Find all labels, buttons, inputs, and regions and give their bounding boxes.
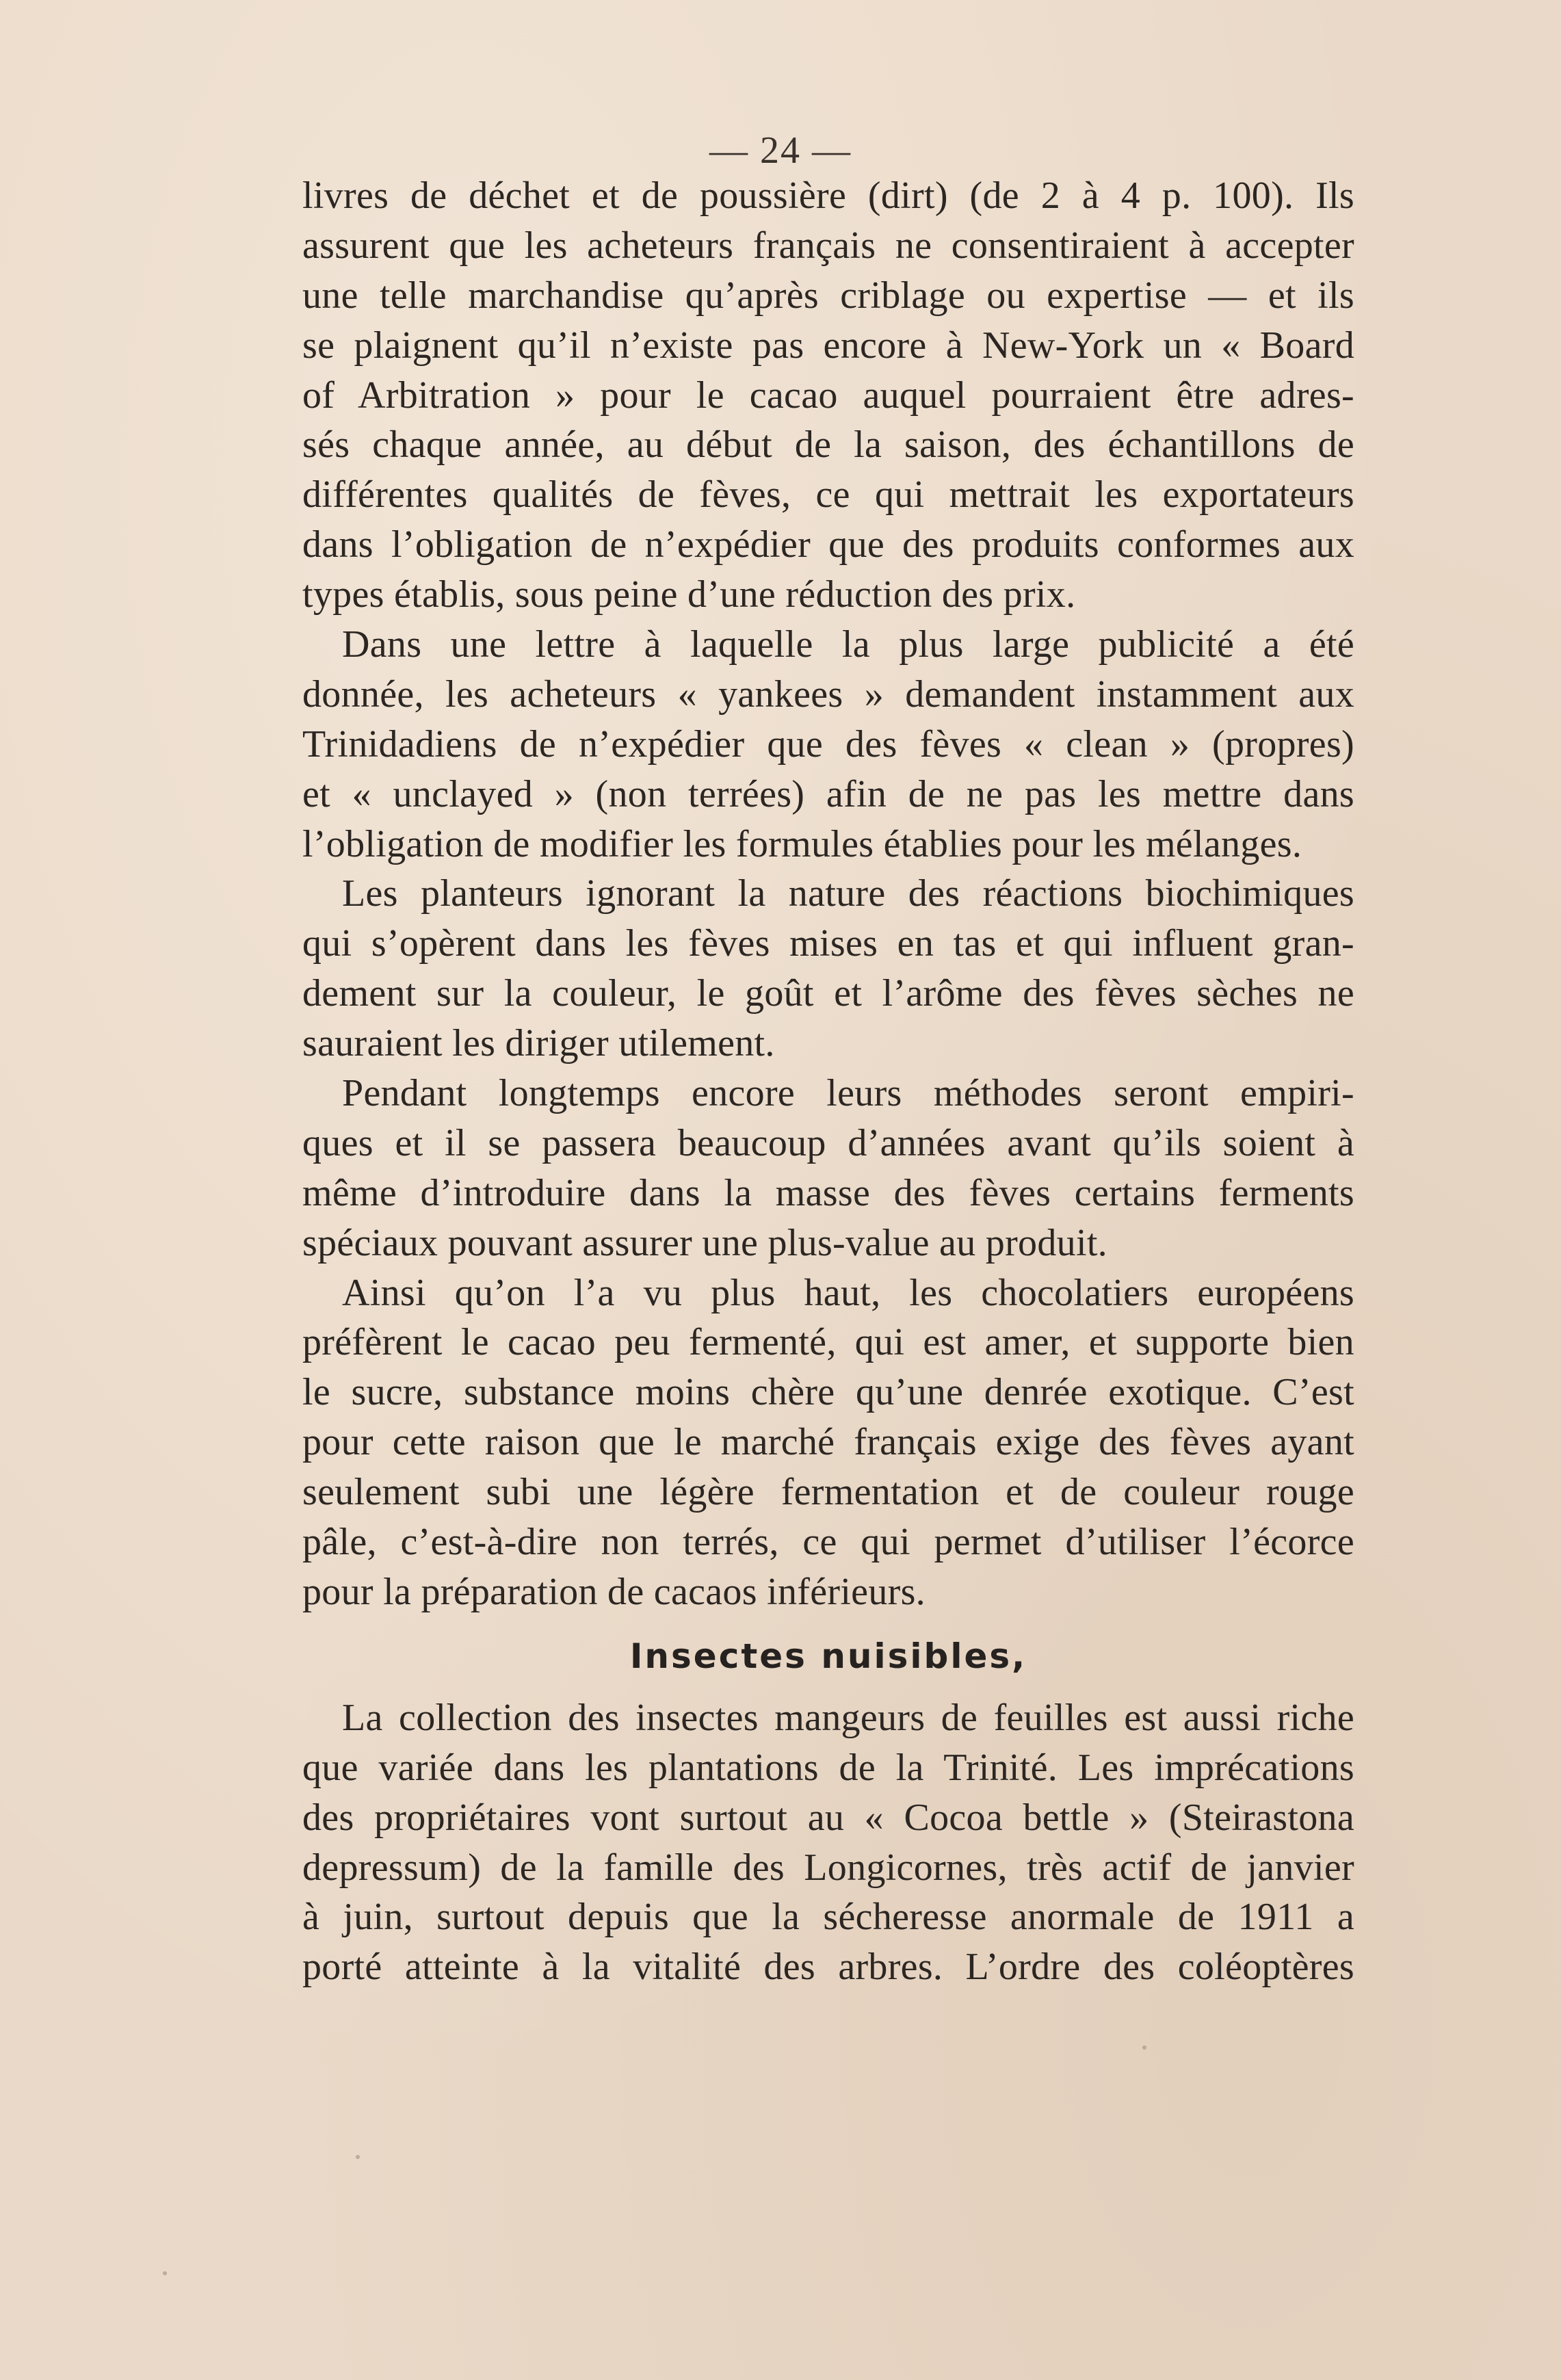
text-line: spéciaux pouvant assurer une plus-value au produit. <box>302 1221 1107 1264</box>
section-heading: Insectes nuisibles, <box>629 1636 1027 1676</box>
text-line: le sucre, substance moins chère qu’une denrée exotique. C’est <box>302 1371 1354 1414</box>
text-line: depressum) de la famille des Longicornes, très actif de janvier <box>302 1846 1354 1889</box>
paragraph-yankee-buyers <box>302 620 1354 869</box>
text-line: pour la préparation de cacaos inférieurs. <box>302 1570 926 1613</box>
text-line: of Arbitration » pour le cacao auquel pourraient être adres- <box>302 374 1354 417</box>
paragraph-planters <box>302 869 1354 1069</box>
text-line: Pendant longtemps encore leurs méthodes seront empiri- <box>342 1072 1354 1115</box>
paragraph-insects <box>302 1693 1354 1992</box>
text-line: dement sur la couleur, le goût et l’arôme des fèves sèches ne <box>302 972 1354 1015</box>
paragraph-dirt-arbitration <box>302 171 1354 620</box>
text-line: porté atteinte à la vitalité des arbres. L’ordre des coléoptères <box>302 1946 1354 1989</box>
text-line: ques et il se passera beaucoup d’années avant qu’ils soient à <box>302 1121 1354 1164</box>
text-line: sauraient les diriger utilement. <box>302 1022 775 1065</box>
text-line: Les planteurs ignorant la nature des réactions biochimiques <box>342 872 1354 915</box>
text-line: préfèrent le cacao peu fermenté, qui est amer, et supporte bien <box>302 1321 1354 1364</box>
paragraph-chocolatiers <box>302 1268 1354 1617</box>
text-line: même d’introduire dans la masse des fèves certains ferments <box>302 1171 1354 1214</box>
paper-speck <box>1142 2045 1146 2050</box>
paper-speck <box>163 2271 167 2275</box>
text-line: se plaignent qu’il n’existe pas encore à New-York un « Board <box>302 324 1354 367</box>
text-line: La collection des insectes mangeurs de feuilles est aussi riche <box>342 1696 1354 1739</box>
page-number: — 24 — <box>709 129 852 172</box>
text-line: une telle marchandise qu’après criblage ou expertise — et ils <box>302 274 1354 317</box>
text-line: seulement subi une légère fermentation et de couleur rouge <box>302 1471 1354 1514</box>
text-line: livres de déchet et de poussière (dirt) (de 2 à 4 p. 100). Ils <box>302 174 1354 217</box>
text-line: que variée dans les plantations de la Trinité. Les imprécations <box>302 1746 1354 1789</box>
text-line: types établis, sous peine d’une réduction des prix. <box>302 573 1076 616</box>
paragraph-empirical-methods <box>302 1069 1354 1268</box>
paper-speck <box>356 2155 360 2159</box>
text-line: Trinidadiens de n’expédier que des fèves « clean » (propres) <box>302 722 1354 766</box>
text-line: Dans une lettre à laquelle la plus large publicité a été <box>342 623 1354 666</box>
text-line: Ainsi qu’on l’a vu plus haut, les chocolatiers européens <box>342 1271 1354 1314</box>
text-line: pâle, c’est-à-dire non terrés, ce qui permet d’utiliser l’écorce <box>302 1521 1354 1564</box>
text-line: assurent que les acheteurs français ne consentiraient à accepter <box>302 224 1354 267</box>
text-line: qui s’opèrent dans les fèves mises en tas et qui influent gran- <box>302 922 1354 965</box>
text-line: pour cette raison que le marché français exige des fèves ayant <box>302 1421 1354 1464</box>
text-line: l’obligation de modifier les formules établies pour les mélanges. <box>302 822 1302 865</box>
text-line: des propriétaires vont surtout au « Cocoa bettle » (Steirastona <box>302 1796 1354 1839</box>
text-line: et « unclayed » (non terrées) afin de ne pas les mettre dans <box>302 772 1354 815</box>
text-line: différentes qualités de fèves, ce qui mettrait les exportateurs <box>302 473 1354 516</box>
text-line: sés chaque année, au début de la saison, des échantillons de <box>302 423 1354 467</box>
text-line: dans l’obligation de n’expédier que des produits conformes aux <box>302 523 1354 566</box>
text-line: donnée, les acheteurs « yankees » demandent instamment aux <box>302 672 1354 716</box>
body-text <box>302 171 1354 1992</box>
text-line: à juin, surtout depuis que la sécheresse anormale de 1911 a <box>302 1896 1354 1939</box>
